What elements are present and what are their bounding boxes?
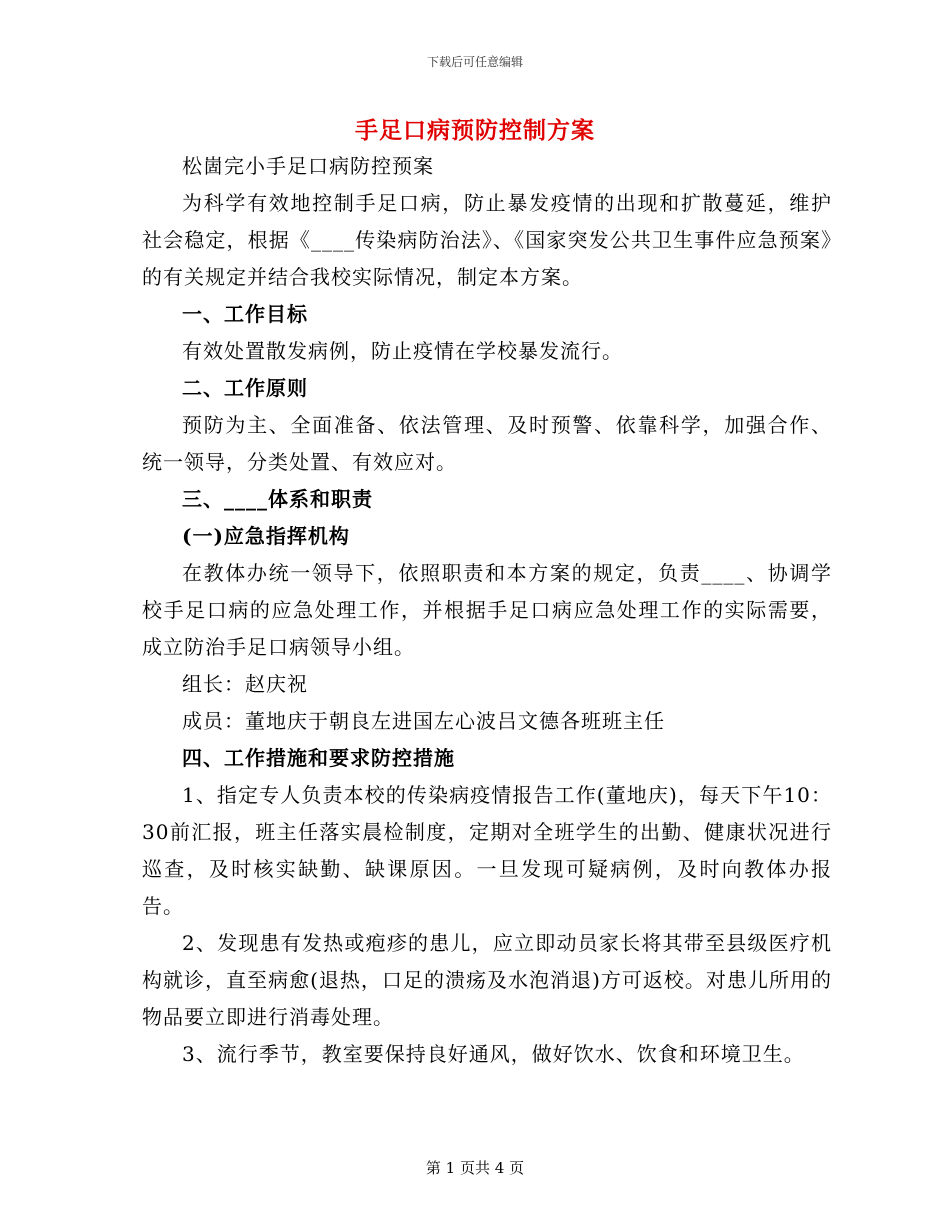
- section-heading: 一、工作目标: [182, 302, 308, 326]
- paragraph: 2、发现患有发热或疱疹的患儿，应立即动员家长将其带至县级医疗机构就诊，直至病愈(退热，口足的溃疡及水泡消退)方可返校。对患儿所用的物品要立即进行消毒处理。: [142, 931, 832, 1029]
- paragraph: 预防为主、全面准备、依法管理、及时预警、依靠科学，加强合作、统一领导，分类处置、有效应对。: [142, 413, 832, 474]
- paragraph: 在教体办统一领导下，依照职责和本方案的规定，负责____、协调学校手足口病的应急处理工作，并根据手足口病应急处理工作的实际需要，成立防治手足口病领导小组。: [142, 561, 832, 659]
- paragraph: 3、流行季节，教室要保持良好通风，做好饮水、饮食和环境卫生。: [182, 1042, 805, 1066]
- page-footer: 第 1 页共 4 页: [425, 1159, 525, 1177]
- section-heading: 四、工作措施和要求防控措施: [182, 746, 455, 770]
- section-heading: 二、工作原则: [182, 376, 308, 400]
- document-body: [142, 148, 832, 1073]
- paragraph: 有效处置散发病例，防止疫情在学校暴发流行。: [182, 339, 623, 363]
- paragraph: 1、指定专人负责本校的传染病疫情报告工作(董地庆)，每天下午10：30前汇报，班主任落实晨检制度，定期对全班学生的出勤、健康状况进行巡查，及时核实缺勤、缺课原因。一旦发现可疑病例，及时向教体办报告。: [142, 783, 832, 918]
- paragraph: 组长：赵庆祝: [182, 672, 308, 696]
- header-note: 下载后可任意编辑: [426, 55, 523, 69]
- document-title: 手足口病预防控制方案: [355, 117, 595, 144]
- paragraph: 松崮完小手足口病防控预案: [182, 154, 434, 178]
- section-heading: 三、____体系和职责: [182, 487, 373, 511]
- paragraph: 成员：董地庆于朝良左进国左心波吕文德各班班主任: [182, 709, 665, 733]
- paragraph: 为科学有效地控制手足口病，防止暴发疫情的出现和扩散蔓延，维护社会稳定，根据《____传染病防治法》、《国家突发公共卫生事件应急预案》的有关规定并结合我校实际情况，制定本方案。: [142, 191, 832, 289]
- subsection-heading: (一)应急指挥机构: [182, 524, 350, 548]
